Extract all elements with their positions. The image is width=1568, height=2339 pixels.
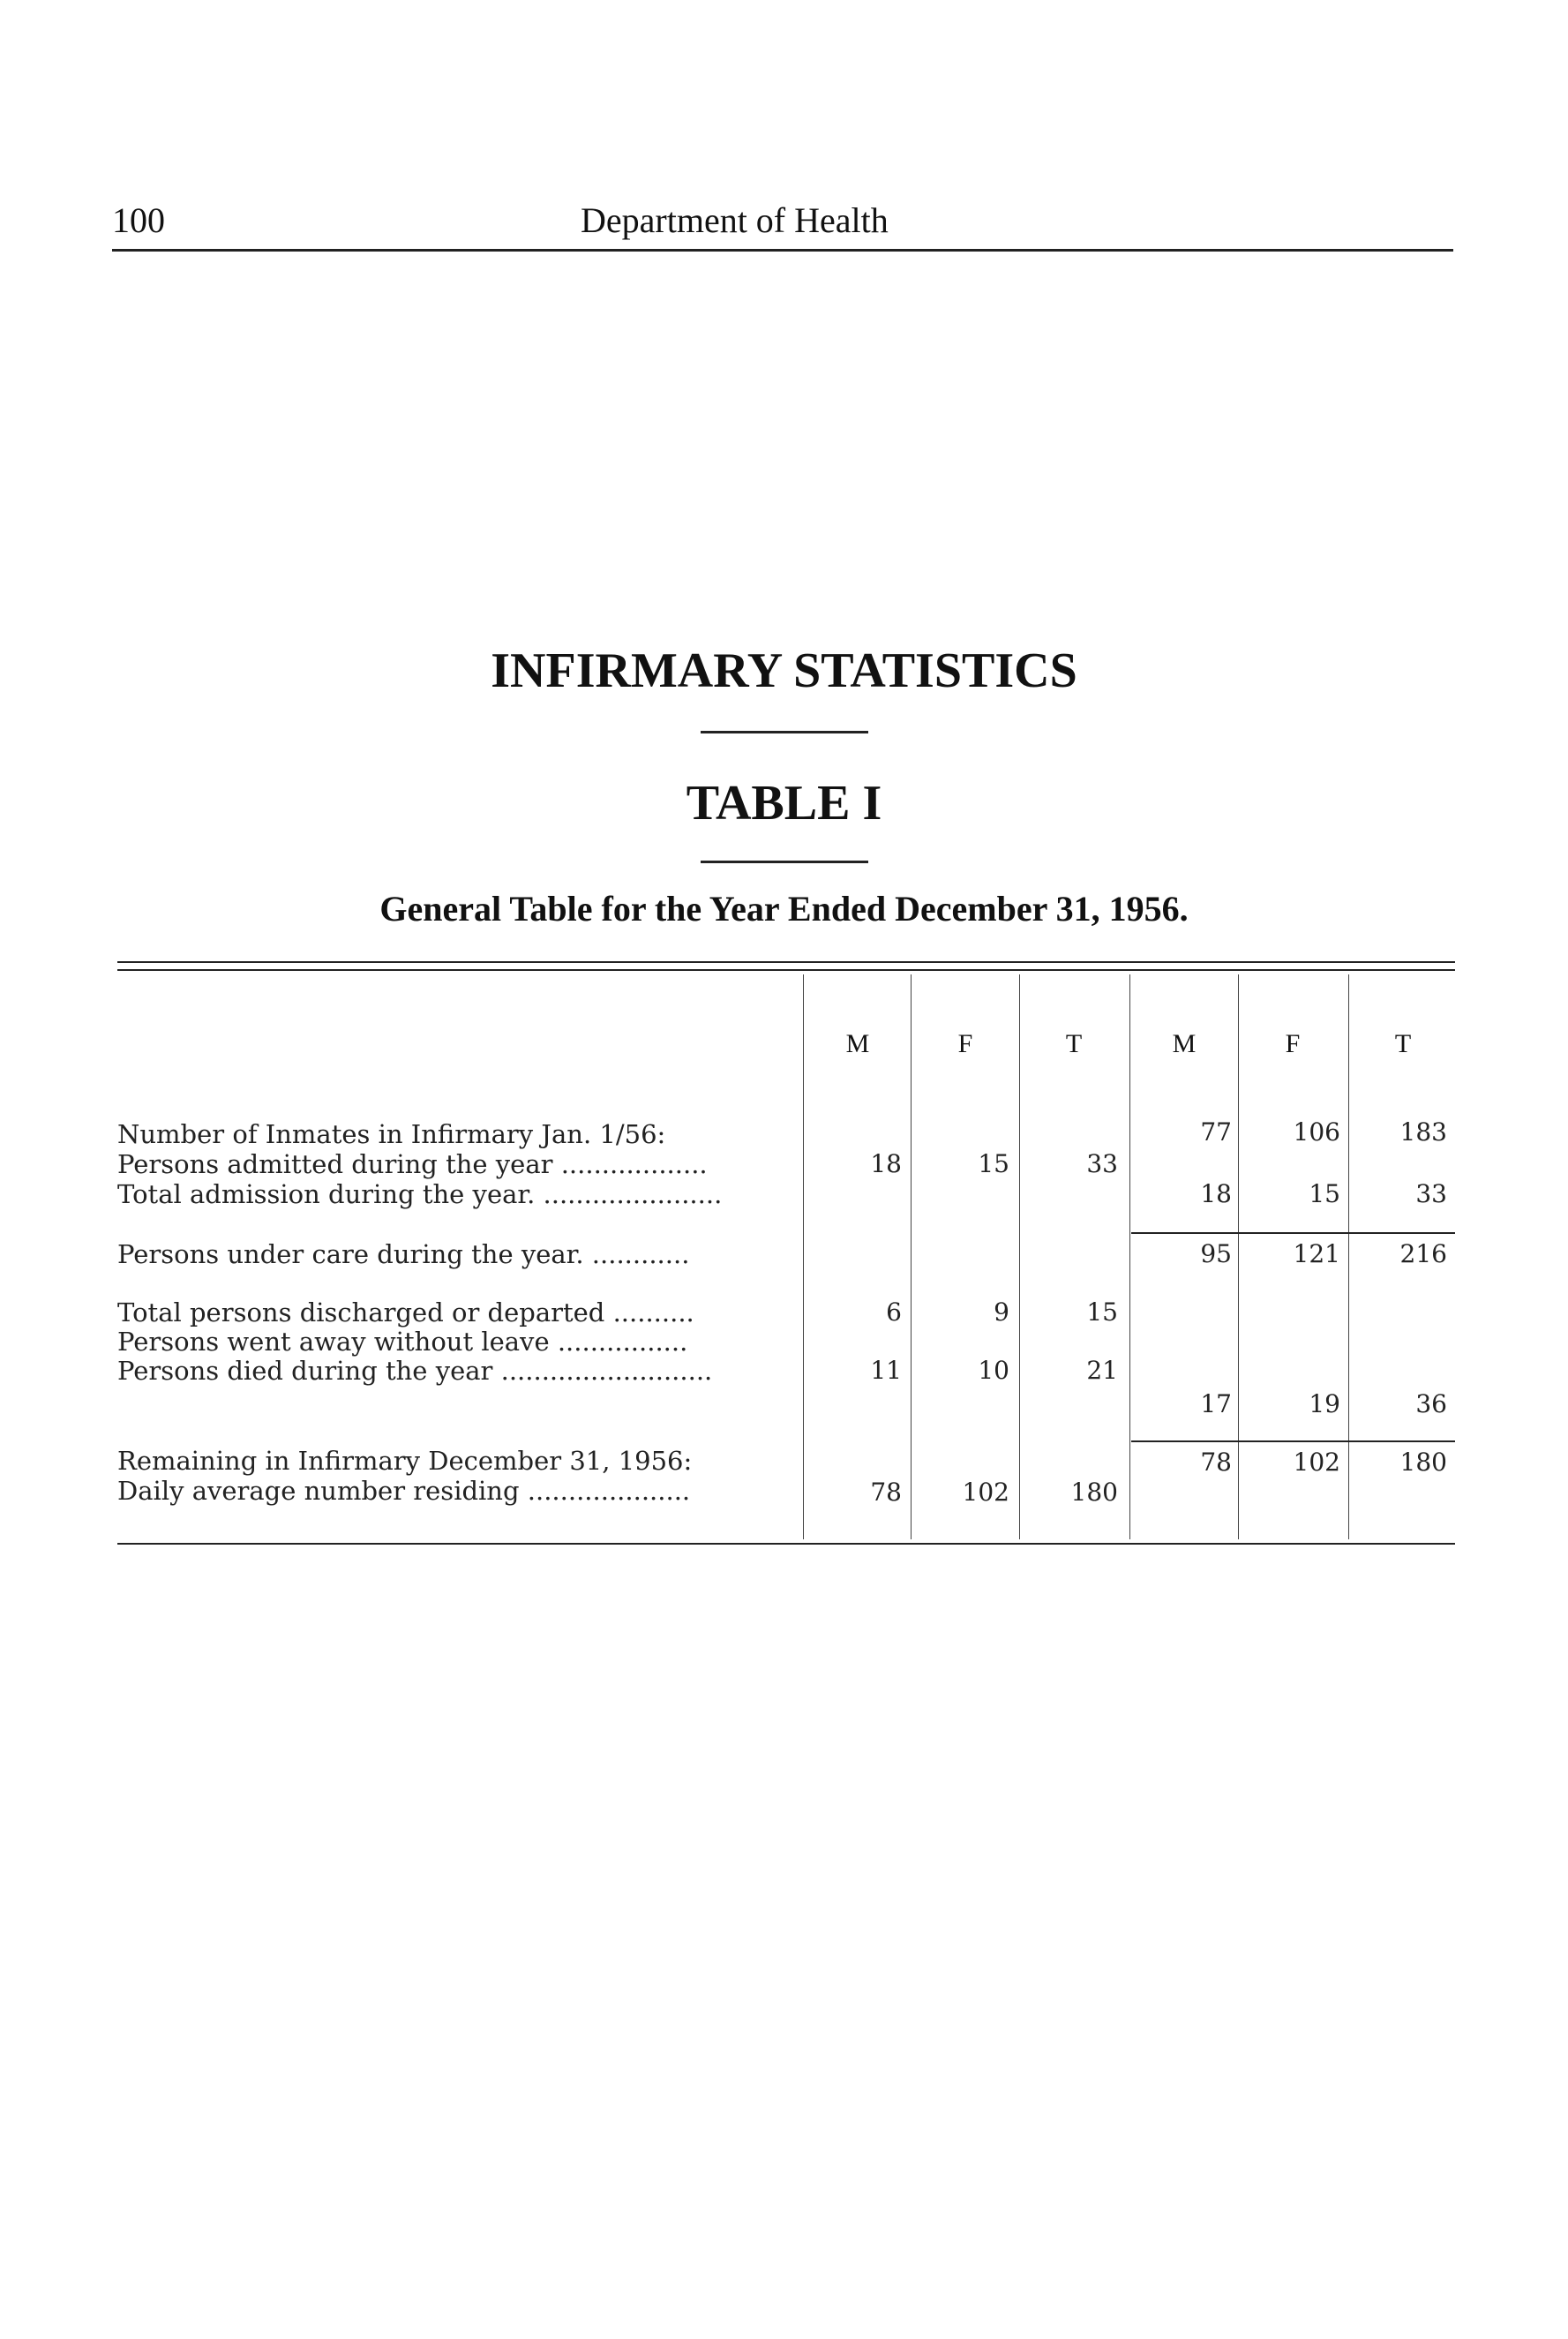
cell-inmates-t: 183: [1399, 1117, 1447, 1147]
cell-died-t: 21: [1086, 1356, 1118, 1385]
row-label-awol: Persons went away without leave ................: [117, 1327, 688, 1357]
cell-died-f: 10: [978, 1356, 1009, 1385]
cell-daily-average-t: 180: [1070, 1478, 1118, 1507]
cell-daily-average-f: 102: [962, 1478, 1009, 1507]
cell-admitted-t: 33: [1086, 1149, 1118, 1178]
cell-remaining-m: 78: [1200, 1448, 1232, 1477]
cell-under-care-m: 95: [1200, 1239, 1232, 1268]
row-label-died: Persons died during the year ..........................: [117, 1356, 713, 1386]
cell-discharged-f: 9: [994, 1297, 1009, 1327]
cell-daily-average-m: 78: [870, 1478, 902, 1507]
page-title: INFIRMARY STATISTICS: [491, 643, 1077, 698]
column-header-m1: M: [845, 1029, 870, 1058]
column-divider: [1348, 974, 1349, 1539]
subtotal-rule: [1131, 1440, 1455, 1442]
row-label-admitted: Persons admitted during the year ..................: [117, 1149, 708, 1179]
column-header-t1: T: [1065, 1029, 1083, 1058]
row-label-discharged: Total persons discharged or departed ..........: [117, 1297, 694, 1327]
header-rule: [112, 249, 1453, 252]
column-divider: [1129, 974, 1130, 1539]
cell-total-admission-f: 15: [1309, 1179, 1340, 1208]
row-label-daily-average: Daily average number residing ....................: [117, 1476, 691, 1506]
table-bottom-rule: [117, 1543, 1455, 1545]
cell-total-admission-t: 33: [1415, 1179, 1447, 1208]
column-header-f1: F: [957, 1029, 973, 1058]
cell-admitted-f: 15: [978, 1149, 1009, 1178]
cell-discharged-t: 15: [1086, 1297, 1118, 1327]
cell-admitted-m: 18: [870, 1149, 902, 1178]
column-header-m2: M: [1172, 1029, 1197, 1058]
table-top-rule-2: [117, 969, 1455, 971]
row-label-remaining: Remaining in Infirmary December 31, 1956:: [117, 1446, 693, 1476]
title-divider: [701, 731, 868, 733]
page-number: 100: [112, 200, 165, 240]
subtotal-rule: [1131, 1232, 1455, 1234]
cell-inmates-m: 77: [1200, 1117, 1232, 1147]
cell-departures-total-f: 19: [1309, 1389, 1340, 1418]
cell-remaining-f: 102: [1293, 1448, 1340, 1477]
cell-discharged-m: 6: [886, 1297, 902, 1327]
cell-inmates-f: 106: [1293, 1117, 1340, 1147]
row-label-inmates-jan: Number of Inmates in Infirmary Jan. 1/56:: [117, 1119, 666, 1149]
column-divider: [1019, 974, 1020, 1539]
column-header-t2: T: [1394, 1029, 1412, 1058]
column-divider: [1238, 974, 1239, 1539]
column-header-f2: F: [1285, 1029, 1301, 1058]
row-label-under-care: Persons under care during the year. ............: [117, 1239, 690, 1269]
cell-total-admission-m: 18: [1200, 1179, 1232, 1208]
running-head: Department of Health: [581, 200, 889, 240]
cell-died-m: 11: [870, 1356, 902, 1385]
cell-under-care-t: 216: [1399, 1239, 1447, 1268]
table-title: TABLE I: [686, 776, 882, 831]
row-label-total-admission: Total admission during the year. ......................: [117, 1179, 723, 1209]
table-subtitle: General Table for the Year Ended December 31, 1956.: [379, 889, 1189, 929]
cell-remaining-t: 180: [1399, 1448, 1447, 1477]
cell-departures-total-t: 36: [1415, 1389, 1447, 1418]
table-top-rule-1: [117, 961, 1455, 963]
cell-under-care-f: 121: [1293, 1239, 1340, 1268]
cell-departures-total-m: 17: [1200, 1389, 1232, 1418]
table-title-divider: [701, 861, 868, 863]
column-divider: [803, 974, 804, 1539]
column-divider: [911, 974, 912, 1539]
